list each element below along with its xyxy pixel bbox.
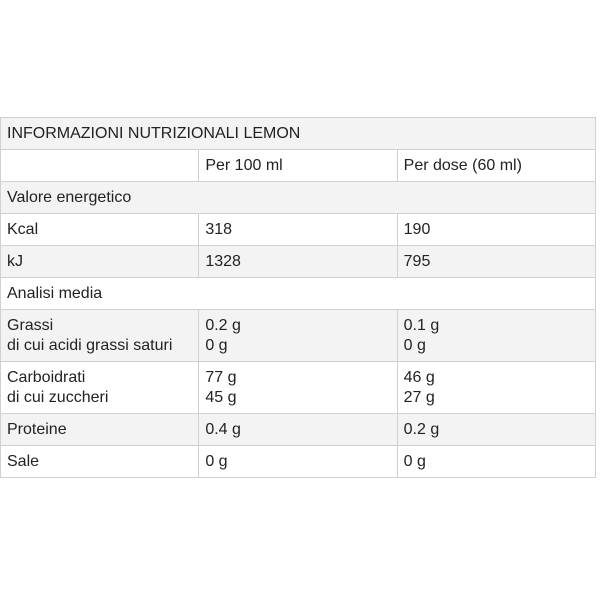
table-title: INFORMAZIONI NUTRIZIONALI LEMON [1, 118, 596, 150]
section-row-analysis [1, 278, 596, 310]
protein-per-dose: 0.2 g [397, 414, 595, 446]
table-row-fat [1, 310, 596, 362]
fat-per-dose: 0.1 g [403, 316, 440, 334]
carbs-per-dose-cell [397, 362, 595, 414]
section-label-energy: Valore energetico [1, 182, 596, 214]
section-label-analysis: Analisi media [1, 278, 596, 310]
header-row [1, 150, 596, 182]
table-row-kcal [1, 214, 596, 246]
protein-per-100ml: 0.4 g [199, 414, 397, 446]
row-sublabel-sugars: di cui zuccheri [7, 388, 109, 406]
row-label-carbs-cell [1, 362, 199, 414]
row-label-fat: Grassi [7, 316, 54, 334]
header-per-dose: Per dose (60 ml) [397, 150, 595, 182]
salt-per-dose: 0 g [397, 446, 595, 478]
title-row [1, 118, 596, 150]
table-row-carbs [1, 362, 596, 414]
nutrition-table-container [0, 117, 596, 478]
row-label-kj: kJ [1, 246, 199, 278]
kj-per-dose: 795 [397, 246, 595, 278]
salt-per-100ml: 0 g [199, 446, 397, 478]
saturated-fat-per-100ml: 0 g [205, 336, 228, 354]
carbs-per-dose: 46 g [403, 368, 435, 386]
carbs-per-100ml: 77 g [205, 368, 237, 386]
saturated-fat-per-dose: 0 g [403, 336, 426, 354]
kj-per-100ml: 1328 [199, 246, 397, 278]
header-per-100ml: Per 100 ml [199, 150, 397, 182]
row-label-kcal: Kcal [1, 214, 199, 246]
fat-per-100ml: 0.2 g [205, 316, 241, 334]
table-row-protein [1, 414, 596, 446]
table-row-kj [1, 246, 596, 278]
kcal-per-dose: 190 [397, 214, 595, 246]
sugars-per-dose: 27 g [403, 388, 435, 406]
row-label-fat-cell [1, 310, 199, 362]
section-row-energy [1, 182, 596, 214]
row-label-protein: Proteine [1, 414, 199, 446]
header-empty-cell [1, 150, 199, 182]
carbs-per-100ml-cell [199, 362, 397, 414]
fat-per-100ml-cell [199, 310, 397, 362]
row-sublabel-saturated-fat: di cui acidi grassi saturi [7, 336, 173, 354]
nutrition-table [0, 117, 596, 478]
fat-per-dose-cell [397, 310, 595, 362]
row-label-salt: Sale [1, 446, 199, 478]
sugars-per-100ml: 45 g [205, 388, 237, 406]
row-label-carbs: Carboidrati [7, 368, 86, 386]
kcal-per-100ml: 318 [199, 214, 397, 246]
table-row-salt [1, 446, 596, 478]
